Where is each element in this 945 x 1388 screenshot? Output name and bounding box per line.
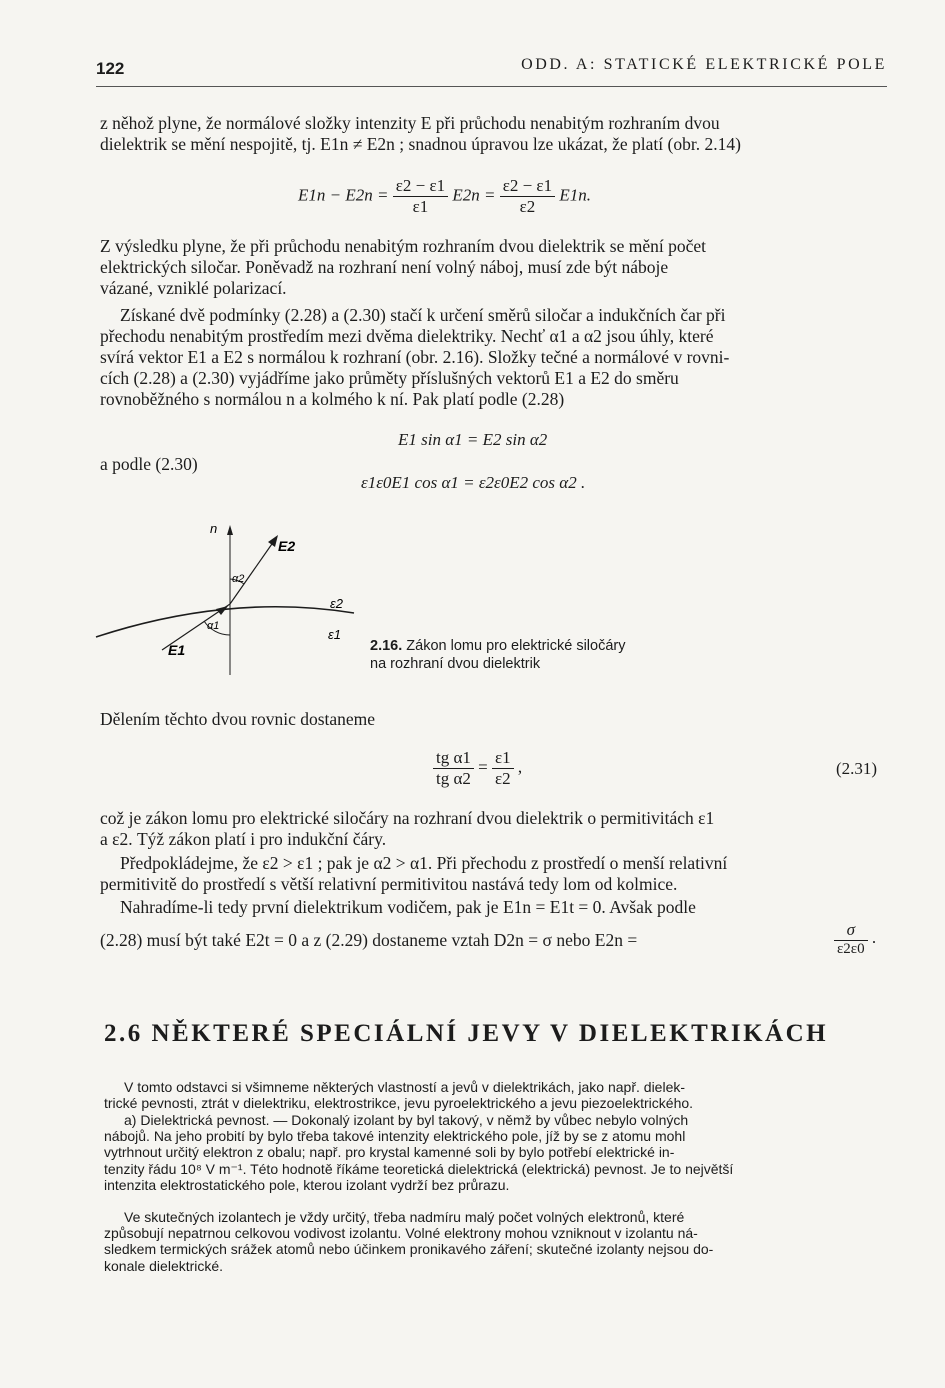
paragraph-1: z něhož plyne, že normálové složky intenzity E při průchodu nenabitým rozhraním dvou dielektrik se mění nespojitě, tj. E1n ≠ E2n ; snadnou úpravou lze ukázat, že platí (obr. 2.14) [100,113,741,154]
paragraph-3: Získané dvě podmínky (2.28) a (2.30) stačí k určení směrů siločar a indukčních čar při přechodu nenabitým prostředím mezi dvěma dielektriky. Nechť α1 a α2 jsou úhly, které svírá vektor E1 a E2 s normálou k rozhraní (obr. 2.16). Složky tečné a normálové v rovni- cích (2.28) a (2.30) vyjádříme jako průměty příslušných vektorů E1 a E2 do směru rovnoběžného s normálou n a kolmého k ní. Pak platí podle (2.28) [100,305,730,409]
running-title: ODD. A: STATICKÉ ELEKTRICKÉ POLE [521,56,887,73]
equation-5: $\frac{\sigma}{\varepsilon 2\varepsilon 0}$ . [834,920,876,958]
equation-4: $\frac{\text{tg α1}}{\text{tg α2}}$ = $\frac{\varepsilon 1}{\varepsilon 2}$ , [433,748,522,789]
paragraph-5: Předpokládejme, že ε2 > ε1 ; pak je α2 > α1. Při přechodu z prostředí o menší relativní permitivitě do prostředí s větší relativní permitivitou nastává tedy lom od kolmice. [100,853,728,894]
interface-curve [96,607,354,637]
equation-1: E1n − E2n = $\frac{\varepsilon 2 - \varepsilon 1}{\varepsilon 1}$ E2n = $\frac{\varepsilon 2 - \varepsilon 1}{\varepsilon 2}$ E1n. [298,176,591,216]
refraction-figure [92,515,362,685]
small-paragraph-3: Ve skutečných izolantech je vždy určitý, třeba nadmíru malý počet volných elektronů, které způsobují nepatrnou celkovou vodivost izolantu. Volné elektrony mohou vzniknout v izolantu ná- sledkem termických srážek atomů nebo účinkem pronikavého záření; skutečné izolanty nejsou do- konale dielektrické. [104,1209,714,1274]
figure-caption: 2.16. Zákon lomu pro elektrické siločáry na rozhraní dvou dielektrik [370,638,626,672]
label-n: n [210,521,218,536]
label-e2: E2 [278,538,296,554]
e1-arrowhead [216,606,228,615]
paragraph-6: Nahradíme-li tedy první dielektrikum vodičem, pak je E1n = E1t = 0. Avšak podle (2.28) musí být také E2t = 0 a z (2.29) dostaneme vztah D2n = σ nebo E2n = [100,897,696,950]
section-heading: 2.6 NĚKTERÉ SPECIÁLNÍ JEVY V DIELEKTRIKÁCH [104,1020,829,1047]
e2-arrowhead [268,535,278,547]
paragraph-2: Z výsledku plyne, že při průchodu nenabitým rozhraním dvou dielektrik se mění počet elektrických siločar. Poněvadž na rozhraní není volný náboj, musí zde být náboje vázané, vzniklé polarizací. [100,236,707,298]
label-alpha1: α1 [207,620,220,632]
label-e1: E1 [168,642,186,658]
equation-number: (2.31) [836,759,878,778]
label-alpha2: α2 [232,573,245,585]
header-rule [96,86,887,87]
page-number: 122 [96,59,125,78]
division-text: Dělením těchto dvou rovnic dostaneme [100,709,376,729]
small-paragraph-1: V tomto odstavci si všimneme některých vlastností a jevů v dielektrikách, jako např. dielek- trické pevnosti, ztrát v dielektriku, elektrostrikce, jevu pyroelektrického a jevu piezoelektrického. [104,1079,694,1112]
label-eps1: ε1 [328,627,341,642]
label-eps2: ε2 [330,596,343,611]
according-text: a podle (2.30) [100,454,198,474]
small-paragraph-2: a) Dielektrická pevnost. — Dokonalý izolant by byl takový, v němž by vůbec nebylo volných nábojů. Na jeho probití by bylo třeba takové intenzity elektrického pole, jíž by se z atomu mohl vytrhnout určitý elektron z obalu; např. pro krystal kamenné soli by bylo potřebí elektrické in- tenzity řádu 10⁸ V m⁻¹. Této hodnotě říkáme teoretická dielektrická (elektrická) pevnost. Je to největší intenzita elektrostatického pole, kterou izolant vydrží bez průrazu. [104,1112,734,1193]
paragraph-4: což je zákon lomu pro elektrické siločáry na rozhraní dvou dielektrik o permitivitách ε1 a ε2. Týž zákon platí i pro indukční čáry. [100,808,715,849]
equation-2: E1 sin α1 = E2 sin α2 [398,430,548,449]
equation-3: ε1ε0E1 cos α1 = ε2ε0E2 cos α2 . [361,473,586,492]
normal-arrowhead [227,525,233,535]
